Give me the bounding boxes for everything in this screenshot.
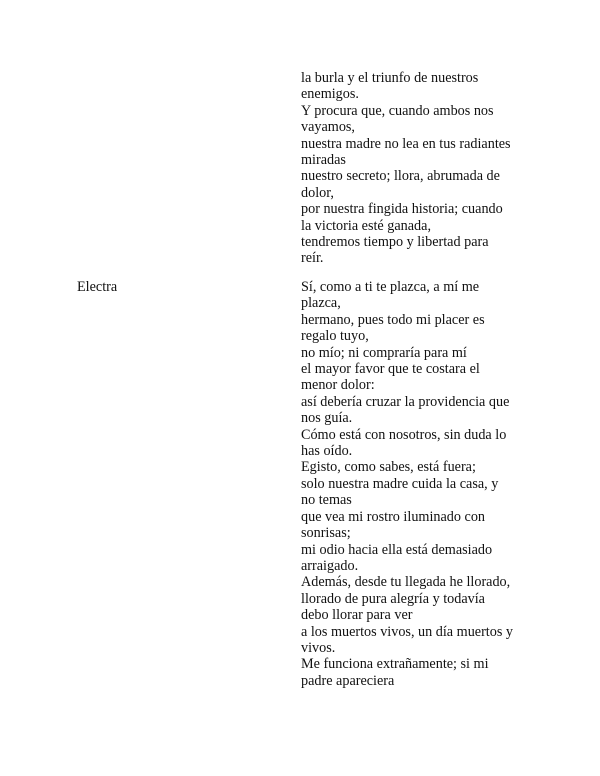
verse-line: vayamos, bbox=[301, 119, 355, 136]
verse-line: a los muertos vivos, un día muertos y bbox=[301, 623, 514, 640]
verse-line: padre apareciera bbox=[301, 672, 395, 689]
verse-line: nuestro secreto; llora, abrumada de bbox=[301, 168, 500, 185]
verse-line: vivos. bbox=[301, 639, 336, 656]
verse-line: plazca, bbox=[301, 295, 341, 312]
speaker-name: Electra bbox=[77, 279, 118, 295]
verse-line: arraigado. bbox=[301, 557, 359, 574]
verse-line: sonrisas; bbox=[301, 525, 351, 542]
verse-line: solo nuestra madre cuida la casa, y bbox=[301, 475, 499, 492]
verse-line: reír. bbox=[301, 250, 324, 267]
verse-line: no temas bbox=[301, 492, 352, 509]
verse-line: Sí, como a ti te plazca, a mí me bbox=[301, 279, 480, 295]
verse-line: enemigos. bbox=[301, 86, 359, 103]
verse-line: nuestra madre no lea en tus radiantes bbox=[301, 135, 511, 152]
verse-line: no mío; ni compraría para mí bbox=[301, 344, 467, 361]
verse-line: llorado de pura alegría y todavía bbox=[301, 590, 485, 607]
verse-line: Me funciona extrañamente; si mi bbox=[301, 656, 489, 673]
verse-line: miradas bbox=[301, 152, 346, 169]
verse-line: debo llorar para ver bbox=[301, 607, 413, 624]
verse-passage-top bbox=[301, 70, 531, 267]
verse-line: que vea mi rostro iluminado con bbox=[301, 508, 486, 525]
verse-line: nos guía. bbox=[301, 410, 353, 427]
verse-line: mi odio hacia ella está demasiado bbox=[301, 541, 493, 558]
verse-line: menor dolor: bbox=[301, 377, 375, 394]
verse-line: Cómo está con nosotros, sin duda lo bbox=[301, 426, 507, 443]
verse-line: Además, desde tu llegada he llorado, bbox=[301, 574, 511, 591]
verse-line: la victoria esté ganada, bbox=[301, 217, 431, 234]
verse-line: Y procura que, cuando ambos nos bbox=[301, 102, 494, 119]
verse-passage-speech bbox=[301, 279, 531, 689]
verse-line: Egisto, como sabes, está fuera; bbox=[301, 459, 476, 476]
verse-line: hermano, pues todo mi placer es bbox=[301, 311, 485, 328]
verse-line: la burla y el triunfo de nuestros bbox=[301, 70, 479, 86]
verse-line: regalo tuyo, bbox=[301, 328, 369, 345]
verse-line: el mayor favor que te costara el bbox=[301, 361, 480, 378]
verse-line: has oído. bbox=[301, 443, 353, 460]
verse-line: así debería cruzar la providencia que bbox=[301, 393, 510, 410]
verse-line: por nuestra fingida historia; cuando bbox=[301, 201, 503, 218]
verse-line: tendremos tiempo y libertad para bbox=[301, 234, 489, 251]
verse-line: dolor, bbox=[301, 184, 334, 201]
